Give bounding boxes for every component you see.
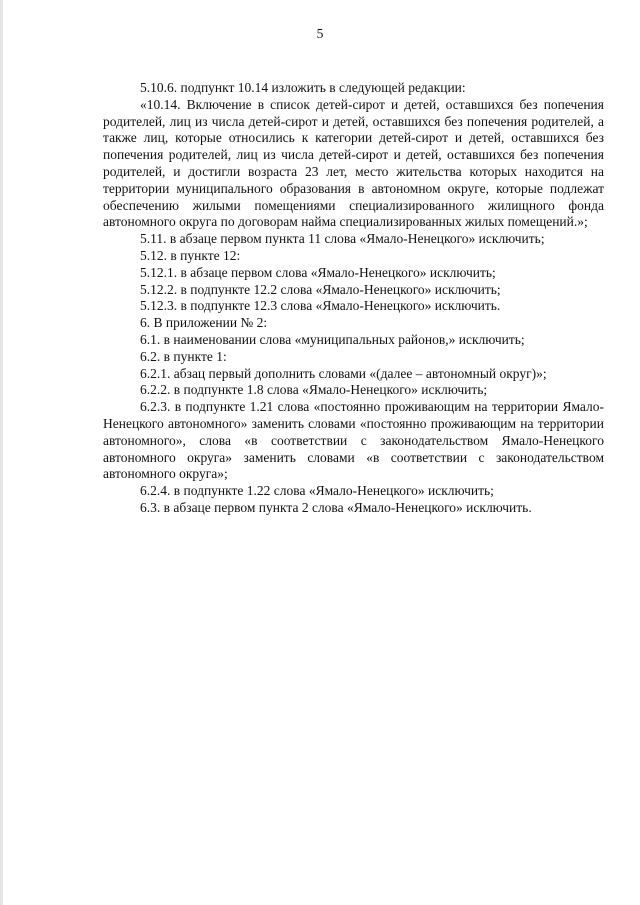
paragraph-6-1: 6.1. в наименовании слова «муниципальных районов,» исключить; bbox=[140, 331, 525, 347]
paragraph-6-2: 6.2. в пункте 1: bbox=[140, 348, 227, 364]
paragraph-6-2-2: 6.2.2. в подпункте 1.8 слова «Ямало-Ненецкого» исключить; bbox=[140, 382, 488, 398]
paragraph-6: 6. В приложении № 2: bbox=[140, 315, 268, 331]
paragraph-6-2-4: 6.2.4. в подпункте 1.22 слова «Ямало-Ненецкого» исключить; bbox=[140, 483, 494, 499]
page-number: 5 bbox=[316, 26, 324, 41]
page-edge-shadow bbox=[0, 0, 3, 905]
paragraph-5-12-2: 5.12.2. в подпункте 12.2 слова «Ямало-Ненецкого» исключить; bbox=[140, 281, 501, 297]
paragraph-5-12: 5.12. в пункте 12: bbox=[140, 247, 241, 263]
document-body bbox=[103, 80, 604, 517]
paragraph-5-12-1: 5.12.1. в абзаце первом слова «Ямало-Ненецкого» исключить; bbox=[140, 264, 496, 280]
paragraph-10-14-text: «10.14. Включение в список детей-сирот и детей, оставшихся без попечения родителей, лиц из числа детей-сирот и детей, оставшихся без попечения родителей, а также лиц, которые относились к категории детей-сирот и детей, оставшихся без попечения родителей, лиц из числа детей-сирот и детей, оставшихся без попечения родителей, и достигли возраста 23 лет, место жительства которых находится на территории муниципального образования в автономном округе, которые подлежат обеспечению жилыми помещениями специализированного жилищного фонда автономного округа по договорам найма специализированных жилых помещений.»; bbox=[103, 96, 604, 230]
paragraph-6-2-3: 6.2.3. в подпункте 1.21 слова «постоянно проживающим на территории Ямало-Ненецкого автономного» заменить словами «постоянно проживающим на территории автономного», слова «в соответствии с законодательством Ямало-Ненецкого автономного округа» заменить словами «в соответствии с законодательством автономного округа»; bbox=[103, 399, 604, 482]
paragraph-6-2-1: 6.2.1. абзац первый дополнить словами «(далее – автономный округ)»; bbox=[140, 365, 547, 381]
paragraph-5-10-6: 5.10.6. подпункт 10.14 изложить в следующей редакции: bbox=[140, 80, 466, 95]
paragraph-5-12-3: 5.12.3. в подпункте 12.3 слова «Ямало-Ненецкого» исключить. bbox=[140, 298, 501, 314]
paragraph-6-3: 6.3. в абзаце первом пункта 2 слова «Ямало-Ненецкого» исключить. bbox=[140, 499, 532, 515]
paragraph-5-11: 5.11. в абзаце первом пункта 11 слова «Ямало-Ненецкого» исключить; bbox=[140, 231, 545, 247]
